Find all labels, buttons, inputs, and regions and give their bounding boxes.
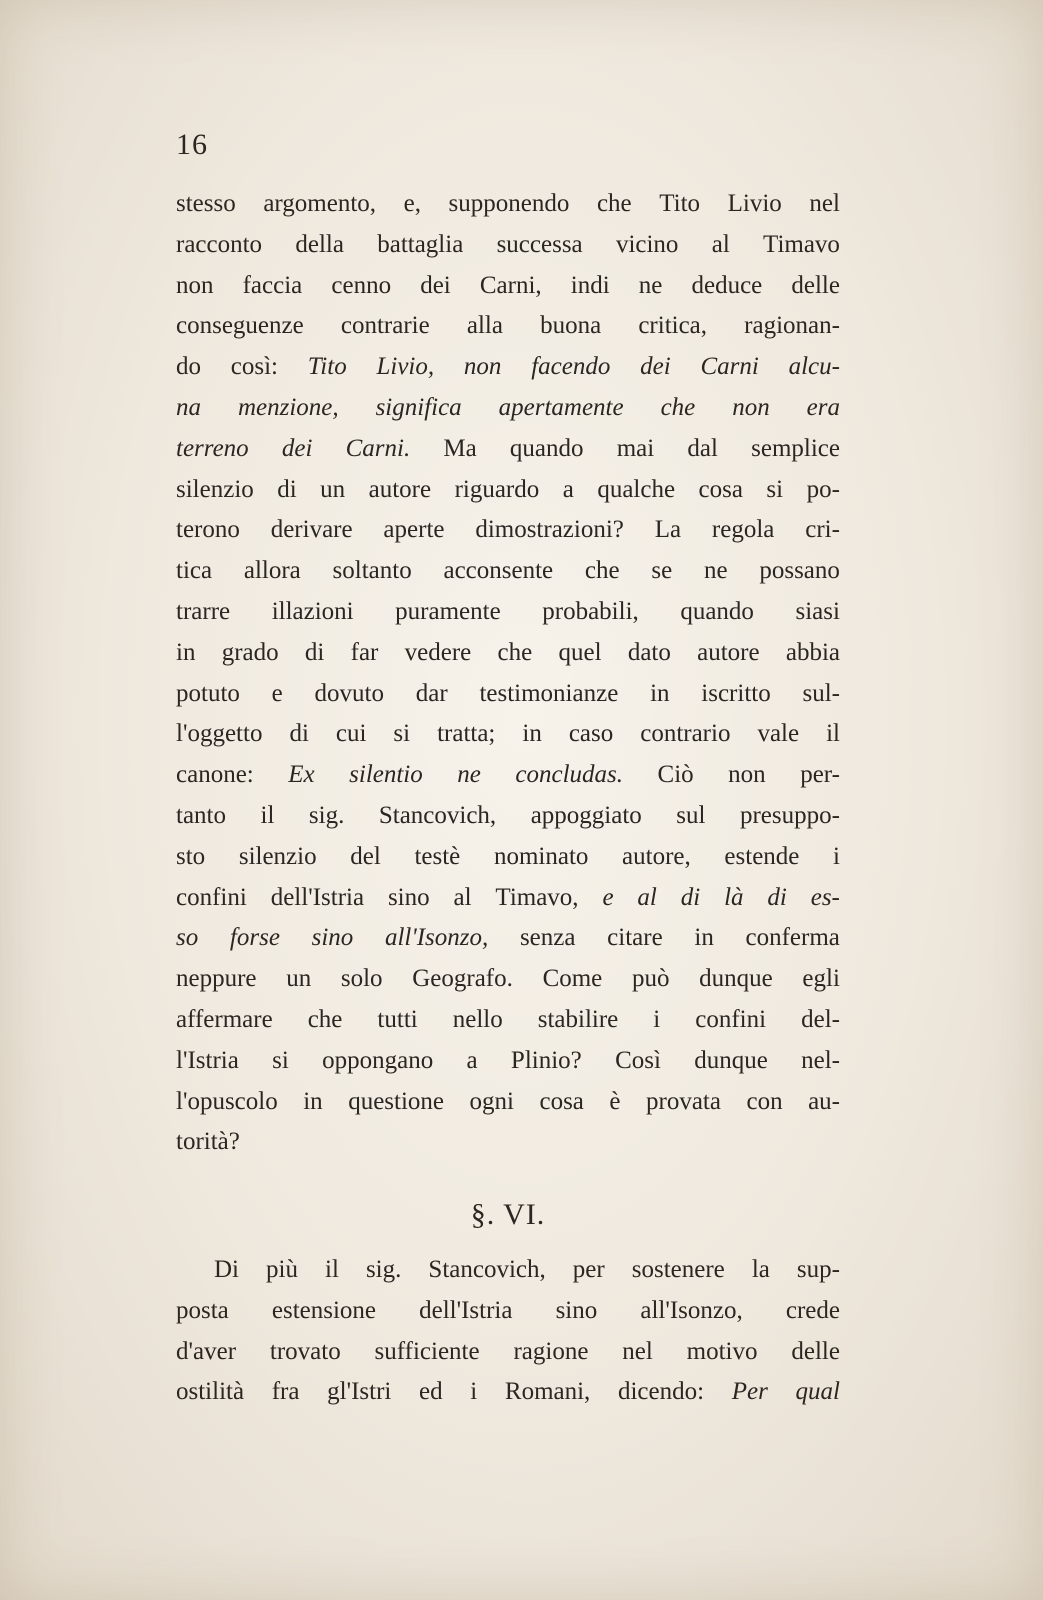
word: e, — [403, 190, 421, 217]
paragraph-1 — [176, 184, 840, 1163]
word: delle — [791, 271, 840, 299]
word: egli — [802, 965, 840, 993]
word: un — [320, 475, 346, 503]
word: sostenere — [631, 1256, 725, 1283]
word: in — [176, 638, 196, 666]
word: di — [277, 475, 297, 503]
word: così: — [230, 353, 278, 381]
word: per — [572, 1256, 605, 1283]
section-heading: §. VI. — [470, 1198, 546, 1231]
word: caso — [568, 720, 614, 748]
word: sul- — [802, 679, 840, 707]
word: nel — [622, 1337, 653, 1365]
word: si — [272, 1046, 289, 1074]
text-line — [176, 918, 840, 959]
word: po- — [806, 475, 840, 503]
word: ogni — [469, 1087, 514, 1115]
word: dell'Istria — [419, 1296, 513, 1324]
word: ne — [638, 271, 663, 299]
word: neppure — [176, 965, 257, 993]
word: au- — [808, 1087, 840, 1115]
word: significa — [375, 393, 462, 421]
word: ne — [457, 761, 481, 789]
word: nominato — [493, 842, 589, 870]
word: di — [289, 720, 309, 748]
word: testè — [414, 842, 461, 870]
text-line — [176, 959, 840, 1000]
word: che — [596, 190, 632, 217]
word: confini — [176, 883, 247, 911]
word: quando — [509, 434, 584, 462]
word: al — [453, 883, 472, 911]
word: conseguenze — [176, 312, 304, 340]
word: dato — [627, 638, 671, 666]
text-line — [176, 306, 840, 347]
text-line — [176, 225, 840, 266]
word: vedere — [404, 638, 472, 666]
word: tratta; — [437, 720, 496, 748]
word: all'Isonzo, — [384, 924, 489, 952]
text-line — [176, 755, 840, 796]
word: all'Isonzo, — [640, 1296, 743, 1324]
word: estende — [724, 842, 800, 870]
word: tutti — [377, 1005, 418, 1033]
word: torità? — [176, 1128, 240, 1156]
word: buona — [540, 312, 602, 340]
word: deduce — [691, 271, 763, 299]
word: per- — [800, 761, 840, 789]
word: Romani, — [504, 1378, 591, 1406]
word: sul — [676, 801, 706, 829]
word: in — [650, 679, 670, 707]
text-line — [176, 1291, 840, 1332]
word: è — [609, 1087, 621, 1115]
word: vicino — [615, 230, 679, 258]
word: del- — [801, 1005, 840, 1033]
word: dei — [640, 353, 671, 381]
word: dei — [420, 271, 451, 299]
word: conferma — [745, 924, 840, 952]
word: Ma — [443, 434, 477, 462]
text-line — [176, 1372, 840, 1413]
word: l'oggetto — [176, 720, 263, 748]
word: affermare — [176, 1005, 273, 1033]
word: nel — [809, 190, 840, 217]
word: cui — [335, 720, 367, 748]
word: derivare — [270, 516, 353, 544]
word: si — [393, 720, 411, 748]
word: na — [176, 393, 201, 421]
word: sto — [176, 842, 206, 870]
text-line — [176, 510, 840, 551]
word: siasi — [795, 597, 840, 625]
word: al — [637, 883, 657, 911]
word: e — [602, 883, 614, 911]
word: critica, — [638, 312, 708, 340]
word: autore — [368, 475, 432, 503]
word: ostilità — [176, 1378, 245, 1406]
word: allora — [243, 557, 301, 585]
word: posta — [176, 1296, 229, 1324]
word: a — [466, 1046, 478, 1074]
word: canone: — [176, 761, 254, 789]
word: cenno — [331, 271, 392, 299]
text-line — [176, 878, 840, 919]
word: ne — [703, 557, 728, 585]
word: Timavo, — [495, 883, 579, 911]
word: oppongano — [322, 1046, 434, 1074]
word: quel — [558, 638, 602, 666]
word: probabili, — [542, 597, 639, 625]
word: tica — [176, 557, 213, 585]
word: più — [266, 1256, 298, 1283]
word: presuppo- — [739, 801, 840, 829]
word: ragionan- — [744, 312, 840, 340]
word: mai — [616, 434, 655, 462]
word: che — [584, 557, 620, 585]
text-line — [176, 592, 840, 633]
word: un — [286, 965, 312, 993]
word: Carni — [700, 353, 759, 381]
word: era — [806, 393, 840, 421]
word: Timavo — [763, 230, 840, 258]
text-line — [176, 714, 840, 755]
word: vale — [757, 720, 800, 748]
word: che — [307, 1005, 343, 1033]
word: autore — [697, 638, 760, 666]
text-line — [176, 429, 840, 470]
word: Ciò — [657, 761, 694, 789]
word: autore, — [622, 842, 691, 870]
word: stesso — [176, 190, 236, 217]
word: acconsente — [443, 557, 554, 585]
word: sufficiente — [374, 1337, 480, 1365]
word: abbia — [785, 638, 840, 666]
word: dar — [415, 679, 448, 707]
word: e — [271, 679, 283, 707]
text-line — [176, 1250, 840, 1291]
word: possano — [759, 557, 840, 585]
text-line — [176, 1332, 840, 1373]
word: in — [303, 1087, 323, 1115]
word: in — [694, 924, 714, 952]
word: terono — [176, 516, 240, 544]
word: forse — [229, 924, 280, 952]
word: senza — [519, 924, 576, 952]
text-line — [176, 1041, 840, 1082]
word: far — [350, 638, 379, 666]
word: Carni, — [479, 271, 542, 299]
word: là — [724, 883, 744, 911]
word: silenzio — [238, 842, 317, 870]
word: di — [767, 883, 787, 911]
text-line — [176, 1000, 840, 1041]
word: l'Istria — [176, 1046, 239, 1074]
word: sino — [311, 924, 354, 952]
word: successa — [496, 230, 583, 258]
word: argomento, — [263, 190, 377, 217]
word: soltanto — [332, 557, 412, 585]
word: del — [350, 842, 381, 870]
word: dunque — [699, 965, 773, 993]
word: ragione — [513, 1337, 589, 1365]
word: se — [651, 557, 673, 585]
word: si — [766, 475, 784, 503]
word: grado — [221, 638, 279, 666]
word: dicendo: — [617, 1378, 705, 1406]
word: cosa — [698, 475, 743, 503]
word: in — [522, 720, 542, 748]
word: apertamente — [498, 393, 624, 421]
word: qualche — [597, 475, 676, 503]
paragraph-2 — [176, 1250, 840, 1413]
text-line — [176, 1082, 840, 1123]
word: dovuto — [314, 679, 384, 707]
text-line — [176, 470, 840, 511]
word: contrarie — [340, 312, 430, 340]
word: non — [176, 271, 214, 299]
text-line — [176, 347, 840, 388]
word: sig. — [308, 801, 345, 829]
word: iscritto — [701, 679, 771, 707]
word: nel- — [801, 1046, 840, 1074]
word: silenzio — [176, 475, 254, 503]
word: dal — [687, 434, 718, 462]
text-line — [176, 674, 840, 715]
word: Tito — [659, 190, 701, 217]
word: Tito — [307, 353, 347, 381]
word: semplice — [751, 434, 840, 462]
word: a — [562, 475, 574, 503]
word: nello — [452, 1005, 503, 1033]
word: motivo — [686, 1337, 758, 1365]
word: che — [497, 638, 533, 666]
word: Così — [615, 1046, 661, 1074]
text-line — [176, 184, 840, 225]
word: fra — [271, 1378, 300, 1406]
word: Ex — [288, 761, 315, 789]
word: potuto — [176, 679, 240, 707]
word: regola — [711, 516, 775, 544]
text-line — [176, 796, 840, 837]
text-line — [176, 551, 840, 592]
word: sup- — [796, 1256, 840, 1283]
word: testimonianze — [479, 679, 619, 707]
word: quando — [680, 597, 754, 625]
word: i — [653, 1005, 661, 1033]
word: La — [654, 516, 682, 544]
word: non — [732, 393, 770, 421]
word: sino — [555, 1296, 598, 1324]
word: d'aver — [176, 1337, 237, 1365]
word: provata — [646, 1087, 721, 1115]
word: l'opuscolo — [176, 1087, 278, 1115]
word: dimostrazioni? — [475, 516, 624, 544]
word: estensione — [271, 1296, 377, 1324]
word: ed — [419, 1378, 443, 1406]
word: illazioni — [271, 597, 354, 625]
word: sig. — [365, 1256, 402, 1283]
word: dell'Istria — [270, 883, 365, 911]
word: so — [176, 924, 199, 952]
word: Carni. — [345, 434, 411, 462]
word: con — [746, 1087, 783, 1115]
word: al — [711, 230, 730, 258]
word: sino — [387, 883, 430, 911]
word: do — [176, 353, 201, 381]
word: solo — [340, 965, 383, 993]
word: dunque — [694, 1046, 768, 1074]
word: il — [826, 720, 840, 748]
word: menzione, — [237, 393, 339, 421]
word: della — [295, 230, 344, 258]
word: supponendo — [448, 190, 570, 217]
word: cri- — [805, 516, 840, 544]
word: questione — [348, 1087, 445, 1115]
word: di — [680, 883, 701, 911]
word: racconto — [176, 230, 263, 258]
word: il — [325, 1256, 339, 1283]
word: cosa — [539, 1087, 584, 1115]
word: qual — [795, 1378, 840, 1406]
text-line — [176, 633, 840, 674]
word: Stancovich, — [378, 801, 497, 829]
word: i — [470, 1378, 478, 1406]
word: citare — [607, 924, 663, 952]
word: può — [631, 965, 670, 993]
word: Di — [214, 1256, 239, 1283]
word: confini — [695, 1005, 767, 1033]
word: Stancovich, — [428, 1256, 546, 1283]
text-line — [176, 837, 840, 878]
word: gl'Istri — [327, 1378, 392, 1406]
word: riguardo — [454, 475, 540, 503]
word: terreno — [176, 434, 249, 462]
word: appoggiato — [530, 801, 642, 829]
word: che — [660, 393, 696, 421]
word: la — [751, 1256, 770, 1283]
word: contrario — [640, 720, 731, 748]
word: Livio, — [376, 353, 435, 381]
text-line — [176, 1122, 840, 1163]
word: Plinio? — [510, 1046, 582, 1074]
word: i — [833, 842, 840, 870]
word: trarre — [176, 597, 231, 625]
word: stabilire — [537, 1005, 619, 1033]
word: Come — [542, 965, 603, 993]
page-number: 16 — [176, 128, 208, 161]
word: Geografo. — [412, 965, 513, 993]
word: il — [260, 801, 275, 829]
text-line — [176, 388, 840, 429]
word: silentio — [349, 761, 423, 789]
word: alla — [466, 312, 503, 340]
word: Livio — [727, 190, 782, 217]
word: indi — [570, 271, 610, 299]
word: alcu- — [788, 353, 840, 381]
word: puramente — [395, 597, 501, 625]
word: trovato — [269, 1337, 341, 1365]
word: facendo — [531, 353, 611, 381]
text-line — [176, 266, 840, 307]
word: Per — [731, 1378, 768, 1406]
word: crede — [785, 1296, 840, 1324]
word: es- — [810, 883, 840, 911]
word: battaglia — [377, 230, 464, 258]
word: aperte — [383, 516, 445, 544]
word: dei — [281, 434, 313, 462]
word: delle — [791, 1337, 840, 1365]
word: concludas. — [515, 761, 624, 789]
word: non — [728, 761, 766, 789]
word: di — [304, 638, 325, 666]
word: non — [463, 353, 502, 381]
word: tanto — [176, 801, 226, 829]
word: faccia — [242, 271, 303, 299]
